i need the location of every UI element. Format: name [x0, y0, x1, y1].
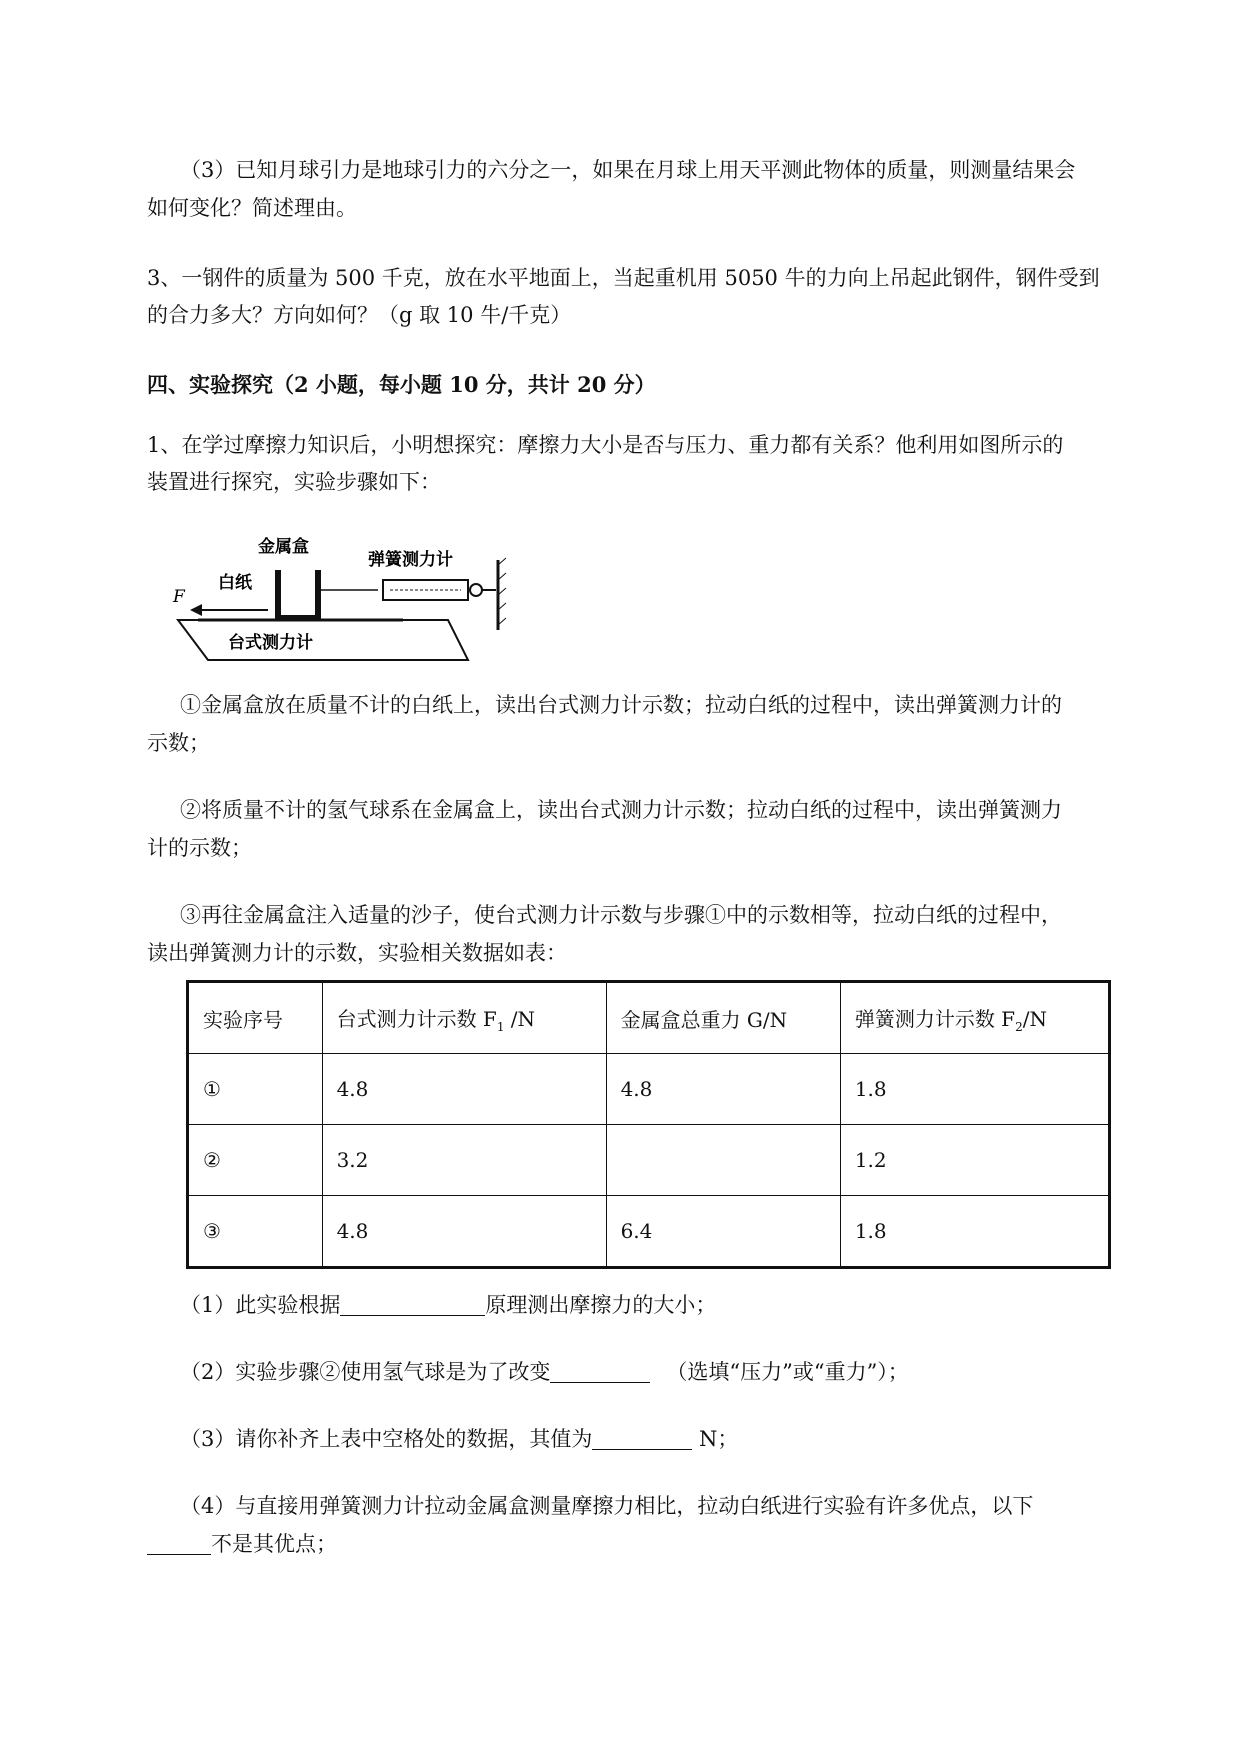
label-force: F — [173, 587, 185, 607]
label-table-scale: 台式测力计 — [228, 633, 313, 653]
answer-blank[interactable] — [147, 1532, 211, 1555]
paragraph-line: 如何变化？简述理由。 — [147, 196, 357, 220]
data-table — [186, 980, 1111, 1269]
table-cell — [606, 1125, 840, 1196]
table-scale-shape — [178, 620, 468, 660]
question-line: 1、在学过摩擦力知识后，小明想探究：摩擦力大小是否与压力、重力都有关系？他利用如图所示的 — [147, 433, 1064, 457]
answer-line: （2）实验步骤②使用氢气球是为了改变 （选填“压力”或“重力”）； — [180, 1360, 909, 1384]
question-line: 的合力多大？方向如何？（g 取 10 牛/千克） — [147, 303, 572, 327]
question-line: 3、一钢件的质量为 500 千克，放在水平地面上，当起重机用 5050 牛的力向上吊起此钢件，钢件受到 — [147, 266, 1100, 290]
answer-blank[interactable] — [592, 1427, 692, 1450]
apparatus-figure — [168, 530, 518, 665]
step-line: ①金属盒放在质量不计的白纸上，读出台式测力计示数；拉动白纸的过程中，读出弹簧测力计的 — [180, 693, 1062, 717]
step-line: 计的示数； — [147, 836, 252, 860]
table-cell: ② — [188, 1125, 323, 1196]
step-line: ②将质量不计的氢气球系在金属盒上，读出台式测力计示数；拉动白纸的过程中，读出弹簧测力 — [180, 798, 1062, 822]
table-cell: 4.8 — [322, 1196, 606, 1268]
table-header-cell: 弹簧测力计示数 $F_2/N$ — [840, 982, 1109, 1054]
table-header-cell: 金属盒总重力 G/N — [606, 982, 840, 1054]
answer-blank[interactable] — [340, 1293, 485, 1316]
table-cell: 4.8 — [606, 1054, 840, 1125]
metal-box-shape — [278, 570, 318, 618]
section-heading: 四、实验探究（2 小题，每小题 10 分，共计 20 分） — [147, 372, 656, 397]
force-arrowhead — [190, 604, 202, 616]
table-row — [188, 1054, 1110, 1125]
table-header-cell: 台式测力计示数 $F_1$ /N — [322, 982, 606, 1054]
step-line: 读出弹簧测力计的示数，实验相关数据如表： — [147, 941, 567, 965]
table-cell: 4.8 — [322, 1054, 606, 1125]
table-header-row — [188, 982, 1110, 1054]
answer-line: （3）请你补齐上表中空格处的数据，其值为 N； — [180, 1427, 739, 1451]
table-row — [188, 1125, 1110, 1196]
step-line: 示数； — [147, 731, 210, 755]
label-white-paper: 白纸 — [218, 573, 252, 593]
table-cell: ① — [188, 1054, 323, 1125]
table-row — [188, 1196, 1110, 1268]
question-line: 装置进行探究，实验步骤如下： — [147, 470, 441, 494]
answer-line: （1）此实验根据 原理测出摩擦力的大小； — [180, 1293, 717, 1317]
label-metal-box: 金属盒 — [258, 537, 309, 557]
table-cell: ③ — [188, 1196, 323, 1268]
table-cell: 1.8 — [840, 1054, 1109, 1125]
table-cell: 1.8 — [840, 1196, 1109, 1268]
answer-line: （4）与直接用弹簧测力计拉动金属盒测量摩擦力相比，拉动白纸进行实验有许多优点，以下 — [180, 1494, 1034, 1518]
answer-line: 不是其优点； — [147, 1529, 1147, 1559]
answer-blank[interactable] — [550, 1360, 650, 1383]
table-cell: 1.2 — [840, 1125, 1109, 1196]
table-cell: 3.2 — [322, 1125, 606, 1196]
label-spring-scale: 弹簧测力计 — [368, 550, 453, 570]
table-cell: 6.4 — [606, 1196, 840, 1268]
paragraph-line: （3）已知月球引力是地球引力的六分之一，如果在月球上用天平测此物体的质量，则测量结果会 — [180, 158, 1076, 182]
step-line: ③再往金属盒注入适量的沙子，使台式测力计示数与步骤①中的示数相等，拉动白纸的过程中， — [180, 903, 1062, 927]
table-header-cell: 实验序号 — [188, 982, 323, 1054]
